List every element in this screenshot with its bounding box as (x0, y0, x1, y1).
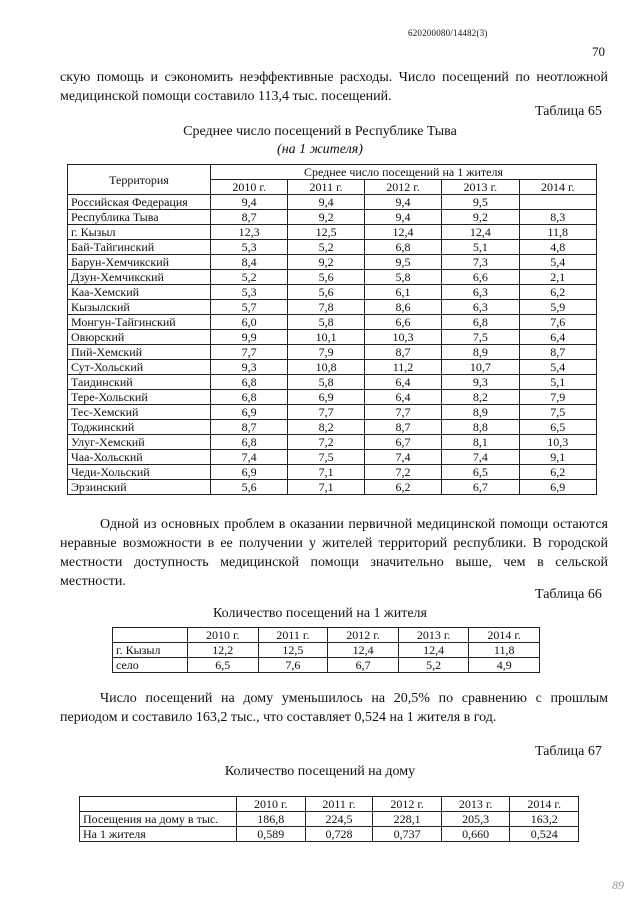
value-cell: 8,7 (211, 420, 288, 435)
value-cell: 8,8 (442, 420, 519, 435)
table-row (68, 195, 597, 210)
value-cell: 9,4 (364, 210, 441, 225)
territory-name: Барун-Хемчикский (68, 255, 211, 270)
value-cell: 11,8 (519, 225, 596, 240)
table-row (68, 435, 597, 450)
value-cell: 5,4 (519, 360, 596, 375)
value-cell: 6,8 (364, 240, 441, 255)
value-cell: 5,7 (211, 300, 288, 315)
value-cell: 5,2 (398, 658, 469, 673)
value-cell: 8,4 (211, 255, 288, 270)
document-code: 620200080/14482(3) (408, 28, 488, 38)
value-cell: 7,1 (288, 465, 364, 480)
value-cell: 7,2 (288, 435, 364, 450)
value-cell: 2,1 (519, 270, 596, 285)
value-cell: 10,3 (364, 330, 441, 345)
value-cell: 12,4 (398, 643, 469, 658)
territory-name: Пий-Хемский (68, 345, 211, 360)
value-cell: 9,2 (442, 210, 519, 225)
value-cell: 6,4 (364, 390, 441, 405)
table-65-label: Таблица 65 (535, 104, 602, 119)
table-row (68, 360, 597, 375)
corner-mark: 89 (612, 878, 624, 892)
table-row (113, 643, 540, 658)
table-65 (67, 164, 597, 495)
territory-name: Эрзинский (68, 480, 211, 495)
value-cell: 6,9 (211, 465, 288, 480)
table-row (68, 450, 597, 465)
territory-name: Тере-Хольский (68, 390, 211, 405)
territory-name: Улуг-Хемский (68, 435, 211, 450)
table-row (68, 465, 597, 480)
value-cell: 6,8 (211, 390, 288, 405)
territory-name: Чаа-Хольский (68, 450, 211, 465)
value-cell: 7,6 (258, 658, 328, 673)
table-row (68, 315, 597, 330)
value-cell: 5,2 (211, 270, 288, 285)
territory-name: Чеди-Хольский (68, 465, 211, 480)
territory-name: Каа-Хемский (68, 285, 211, 300)
value-cell: 5,8 (364, 270, 441, 285)
year-header: 2011 г. (305, 797, 373, 812)
table-row (68, 405, 597, 420)
value-cell: 5,6 (288, 285, 364, 300)
value-cell: 12,4 (442, 225, 519, 240)
value-cell: 9,3 (442, 375, 519, 390)
year-header: 2012 г. (364, 180, 441, 195)
value-cell: 186,8 (237, 812, 306, 827)
row-label: г. Кызыл (113, 643, 188, 658)
value-cell: 7,4 (211, 450, 288, 465)
row-label: село (113, 658, 188, 673)
territory-name: Кызылский (68, 300, 211, 315)
territory-name: г. Кызыл (68, 225, 211, 240)
value-cell: 6,5 (519, 420, 596, 435)
problem-paragraph: Одной из основных проблем в оказании первичной медицинской помощи остаются неравные возможности в ее получении у жителей территорий республики. В городской местности доступность медицинской помощи значительно выше, чем в сельской местности. (60, 517, 608, 589)
table-row (68, 210, 597, 225)
value-cell: 6,7 (328, 658, 399, 673)
territory-name: Таидинский (68, 375, 211, 390)
value-cell: 12,2 (188, 643, 259, 658)
value-cell: 9,4 (288, 195, 364, 210)
value-cell: 12,5 (288, 225, 364, 240)
page-number: 70 (592, 44, 605, 59)
value-cell: 0,660 (441, 827, 510, 842)
value-cell: 6,2 (364, 480, 441, 495)
table-row (68, 270, 597, 285)
table-row (113, 658, 540, 673)
value-cell: 6,0 (211, 315, 288, 330)
table-row (68, 420, 597, 435)
value-cell: 6,1 (364, 285, 441, 300)
value-cell: 8,7 (364, 345, 441, 360)
table-row (68, 225, 597, 240)
value-cell: 10,1 (288, 330, 364, 345)
value-cell: 6,8 (211, 435, 288, 450)
table-row (80, 827, 579, 842)
territory-name: Тоджинский (68, 420, 211, 435)
value-cell: 8,7 (364, 420, 441, 435)
value-cell: 7,7 (288, 405, 364, 420)
table-row (68, 480, 597, 495)
table-row (80, 812, 579, 827)
value-cell: 9,5 (442, 195, 519, 210)
value-cell: 7,6 (519, 315, 596, 330)
value-cell: 0,728 (305, 827, 373, 842)
value-cell: 8,3 (519, 210, 596, 225)
corner-cell (113, 628, 188, 643)
year-header: 2013 г. (398, 628, 469, 643)
territory-name: Монгун-Тайгинский (68, 315, 211, 330)
row-label: Посещения на дому в тыс. (80, 812, 237, 827)
territory-name: Тес-Хемский (68, 405, 211, 420)
value-cell: 5,8 (288, 315, 364, 330)
year-header: 2014 г. (510, 797, 579, 812)
table-65-title: Среднее число посещений в Республике Тыва (183, 124, 457, 139)
value-cell: 5,4 (519, 255, 596, 270)
value-cell: 6,5 (188, 658, 259, 673)
value-cell: 0,589 (237, 827, 306, 842)
table-row (68, 285, 597, 300)
value-cell: 205,3 (441, 812, 510, 827)
value-cell: 12,4 (328, 643, 399, 658)
value-cell: 6,4 (519, 330, 596, 345)
table-row (68, 255, 597, 270)
value-cell: 5,6 (288, 270, 364, 285)
value-cell: 5,1 (519, 375, 596, 390)
value-cell: 9,5 (364, 255, 441, 270)
table-67 (79, 796, 579, 842)
value-cell: 7,9 (519, 390, 596, 405)
value-cell: 4,8 (519, 240, 596, 255)
territory-name: Сут-Хольский (68, 360, 211, 375)
year-header: 2011 г. (258, 628, 328, 643)
table-row (68, 300, 597, 315)
value-cell: 7,7 (364, 405, 441, 420)
year-header: 2010 г. (211, 180, 288, 195)
value-cell: 6,5 (442, 465, 519, 480)
value-cell: 5,8 (288, 375, 364, 390)
value-cell: 0,737 (373, 827, 442, 842)
year-header: 2013 г. (441, 797, 510, 812)
year-header: 2012 г. (328, 628, 399, 643)
value-cell: 10,8 (288, 360, 364, 375)
value-cell: 7,8 (288, 300, 364, 315)
value-cell: 8,9 (442, 405, 519, 420)
value-cell: 224,5 (305, 812, 373, 827)
value-cell: 7,4 (364, 450, 441, 465)
corner-cell (80, 797, 237, 812)
value-cell: 6,9 (211, 405, 288, 420)
value-cell: 6,2 (519, 465, 596, 480)
value-cell: 9,3 (211, 360, 288, 375)
value-cell: 6,8 (442, 315, 519, 330)
territory-name: Овюрский (68, 330, 211, 345)
value-cell: 6,3 (442, 285, 519, 300)
value-cell: 228,1 (373, 812, 442, 827)
value-cell: 7,2 (364, 465, 441, 480)
value-cell: 9,2 (288, 255, 364, 270)
table-67-title: Количество посещений на дому (224, 764, 416, 779)
value-cell: 12,3 (211, 225, 288, 240)
value-cell: 6,7 (442, 480, 519, 495)
table-66-label: Таблица 66 (535, 587, 602, 602)
value-cell: 6,2 (519, 285, 596, 300)
value-cell: 4,9 (469, 658, 540, 673)
home-visits-paragraph: Число посещений на дому уменьшилось на 20,5% по сравнению с прошлым периодом и составило 163,2 тыс., что составляет 0,524 на 1 жителя в год. (60, 691, 608, 725)
value-cell: 9,2 (288, 210, 364, 225)
value-cell: 5,6 (211, 480, 288, 495)
year-header: 2014 г. (519, 180, 596, 195)
value-cell: 6,7 (364, 435, 441, 450)
territory-name: Российская Федерация (68, 195, 211, 210)
value-cell: 8,2 (442, 390, 519, 405)
value-cell (519, 195, 596, 210)
value-cell: 9,9 (211, 330, 288, 345)
territory-name: Дзун-Хемчикский (68, 270, 211, 285)
value-cell: 7,5 (519, 405, 596, 420)
table-66-title: Количество посещений на 1 жителя (213, 606, 427, 621)
value-cell: 7,5 (442, 330, 519, 345)
value-cell: 10,3 (519, 435, 596, 450)
territory-name: Республика Тыва (68, 210, 211, 225)
territory-name: Бай-Тайгинский (68, 240, 211, 255)
value-cell: 7,9 (288, 345, 364, 360)
value-cell: 6,6 (442, 270, 519, 285)
year-header: 2010 г. (188, 628, 259, 643)
value-cell: 8,1 (442, 435, 519, 450)
value-cell: 12,4 (364, 225, 441, 240)
year-header: 2013 г. (442, 180, 519, 195)
value-cell: 8,9 (442, 345, 519, 360)
table-66 (112, 627, 540, 673)
value-cell: 5,3 (211, 285, 288, 300)
row-label: На 1 жителя (80, 827, 237, 842)
value-cell: 7,1 (288, 480, 364, 495)
table-65-subtitle: (на 1 жителя) (277, 142, 363, 157)
value-cell: 8,7 (519, 345, 596, 360)
value-cell: 8,7 (211, 210, 288, 225)
table-row (68, 345, 597, 360)
value-cell: 9,4 (211, 195, 288, 210)
value-cell: 7,4 (442, 450, 519, 465)
territory-header: Территория (68, 165, 211, 195)
value-cell: 6,9 (519, 480, 596, 495)
value-cell: 5,9 (519, 300, 596, 315)
value-cell: 5,2 (288, 240, 364, 255)
value-cell: 9,4 (364, 195, 441, 210)
value-cell: 6,8 (211, 375, 288, 390)
value-cell: 6,9 (288, 390, 364, 405)
value-cell: 12,5 (258, 643, 328, 658)
year-header: 2010 г. (237, 797, 306, 812)
year-header: 2011 г. (288, 180, 364, 195)
value-cell: 6,4 (364, 375, 441, 390)
value-cell: 9,1 (519, 450, 596, 465)
value-cell: 5,1 (442, 240, 519, 255)
table-row (68, 240, 597, 255)
value-cell: 11,2 (364, 360, 441, 375)
table-row (68, 330, 597, 345)
value-cell: 8,6 (364, 300, 441, 315)
year-header: 2012 г. (373, 797, 442, 812)
value-cell: 5,3 (211, 240, 288, 255)
value-cell: 163,2 (510, 812, 579, 827)
value-cell: 7,7 (211, 345, 288, 360)
value-cell: 6,3 (442, 300, 519, 315)
value-cell: 8,2 (288, 420, 364, 435)
table-67-label: Таблица 67 (535, 744, 602, 759)
value-cell: 7,5 (288, 450, 364, 465)
year-header: 2014 г. (469, 628, 540, 643)
value-cell: 10,7 (442, 360, 519, 375)
value-cell: 6,6 (364, 315, 441, 330)
intro-paragraph: скую помощь и сэкономить неэффективные расходы. Число посещений по неотложной медицинской помощи составило 113,4 тыс. посещений. (60, 70, 608, 104)
value-cell: 7,3 (442, 255, 519, 270)
table-row (68, 390, 597, 405)
value-cell: 0,524 (510, 827, 579, 842)
table-row (68, 375, 597, 390)
value-cell: 11,8 (469, 643, 540, 658)
group-header: Среднее число посещений на 1 жителя (211, 165, 597, 180)
